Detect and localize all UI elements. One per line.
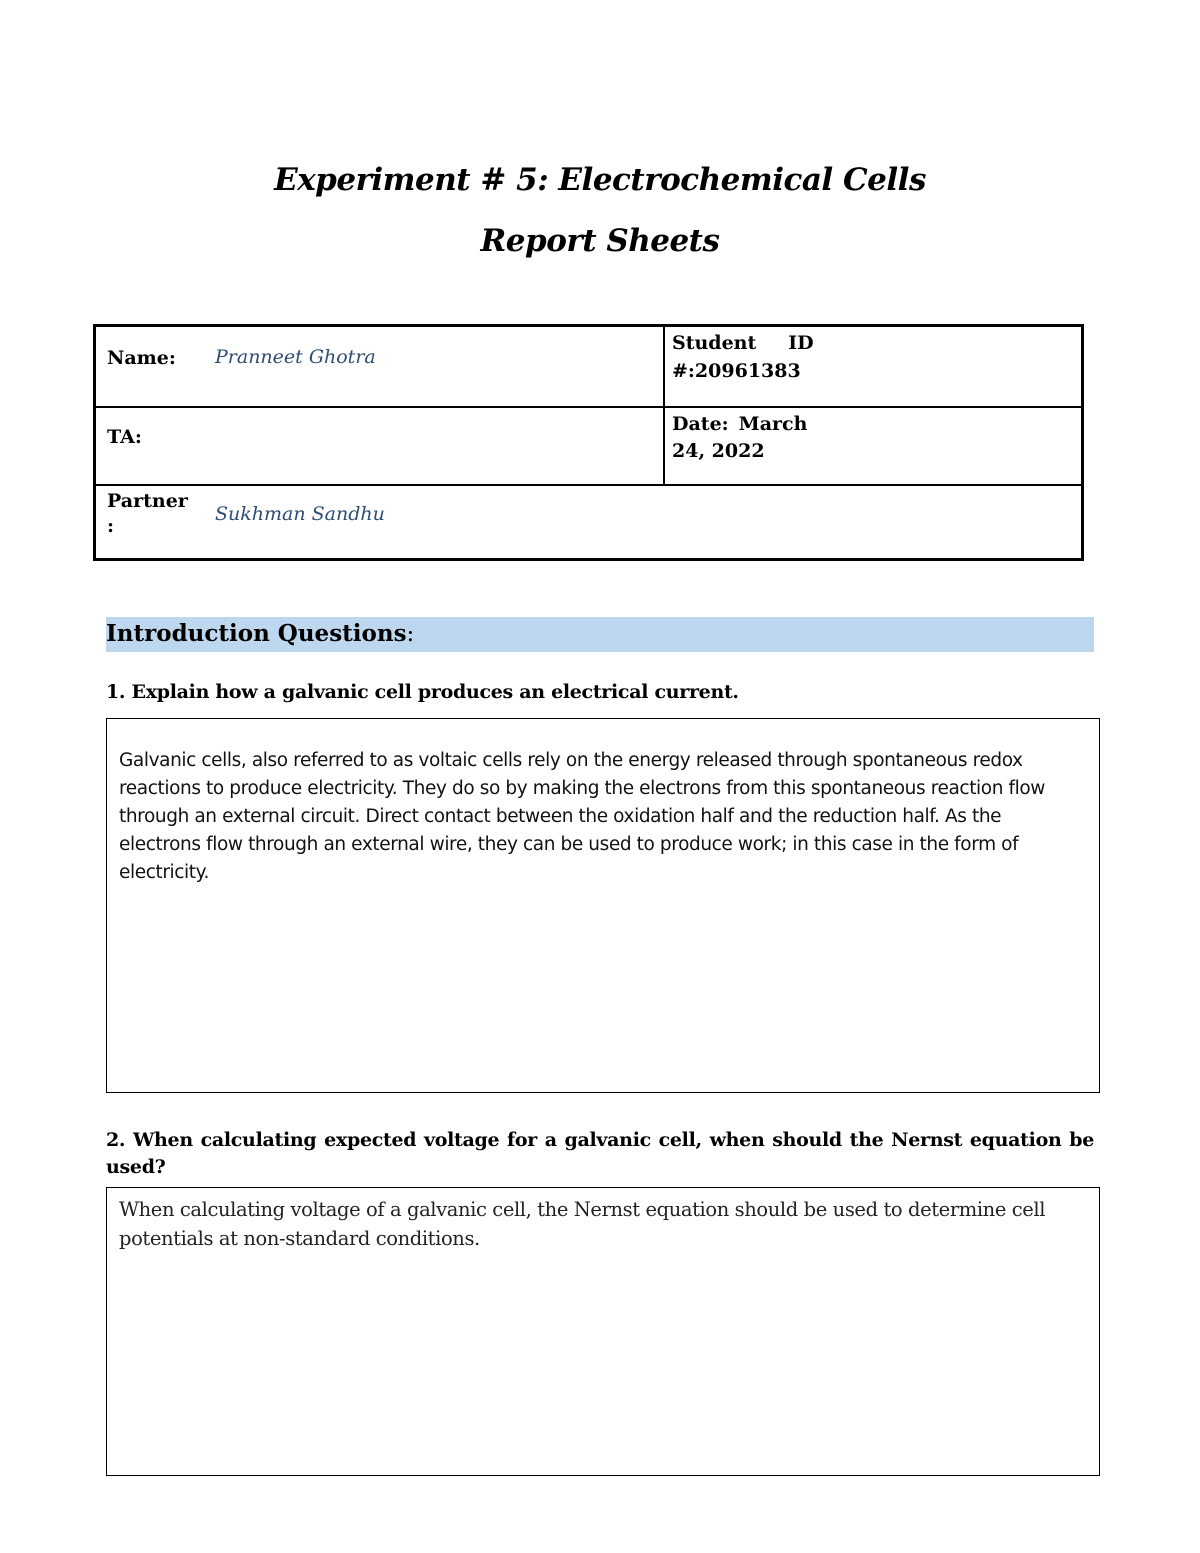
table-row-partner (96, 486, 1081, 558)
section-title: Introduction Questions: (106, 620, 415, 647)
question-2: 2. When calculating expected voltage for a galvanic cell, when should the Nernst equation be used? (106, 1129, 1094, 1178)
name-value: Pranneet Ghotra (215, 346, 376, 368)
ta-label: TA: (107, 426, 142, 448)
document-title: Experiment # 5: Electrochemical Cells (274, 162, 926, 198)
date-label: Date: March (672, 413, 808, 435)
answer-box-2[interactable] (106, 1187, 1100, 1476)
answer-1-text: Galvanic cells, also referred to as voltaic cells rely on the energy released through spontaneous redox reactions to produce electricity. They do so by making the electrons from this spontaneous reaction flow through an external circuit. Direct contact between the oxidation half and the reduction half. As the electrons flow through an external wire, they can be used to produce work; in this case in the form of electricity. (119, 750, 1046, 883)
table-row-ta (96, 408, 1081, 486)
table-row-name (96, 327, 1081, 408)
student-info-table (93, 324, 1084, 561)
answer-box-1[interactable] (106, 718, 1100, 1093)
partner-label-colon: : (107, 515, 115, 537)
answer-2-text: When calculating voltage of a galvanic cell, the Nernst equation should be used to determine cell potentials at non-standard conditions. (119, 1198, 1046, 1250)
student-id-label: Student ID (672, 332, 814, 354)
date-value: 24, 2022 (672, 440, 765, 462)
name-label: Name: (107, 347, 176, 369)
document-subtitle: Report Sheets (480, 223, 720, 259)
partner-value: Sukhman Sandhu (215, 503, 385, 525)
student-id-value: #:20961383 (672, 360, 801, 382)
partner-label: Partner (107, 490, 188, 512)
question-1: 1. Explain how a galvanic cell produces an electrical current. (106, 681, 739, 703)
